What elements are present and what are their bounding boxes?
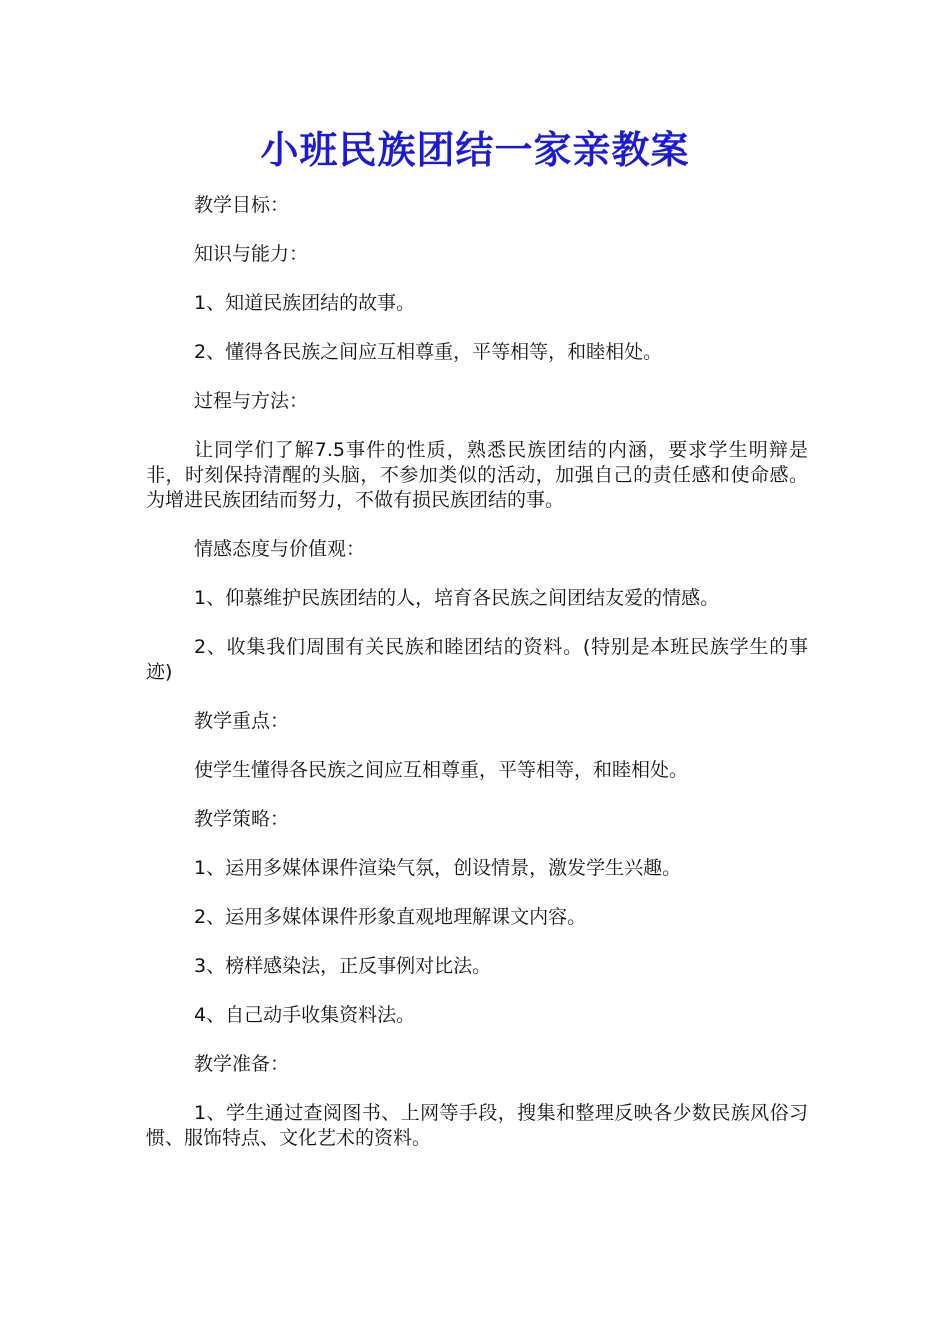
strategy-item-1: 1、运用多媒体课件渲染气氛，创设情景，激发学生兴趣。: [194, 857, 682, 879]
document-body: [146, 193, 808, 1175]
heading-strategies: 教学策略：: [194, 808, 290, 830]
heading-process-method: 过程与方法：: [194, 390, 309, 412]
goal-item-2: 2、懂得各民族之间应互相尊重，平等相等，和睦相处。: [194, 341, 663, 363]
emotion-item-2: 2、收集我们周围有关民族和睦团结的资料。(特别是本班民族学生的事迹): [146, 636, 808, 683]
heading-teaching-goals: 教学目标：: [194, 194, 290, 216]
strategy-item-2: 2、运用多媒体课件形象直观地理解课文内容。: [194, 906, 587, 928]
document-title: 小班民族团结一家亲教案: [260, 127, 690, 172]
strategy-item-4: 4、自己动手收集资料法。: [194, 1004, 416, 1026]
emotion-item-1: 1、仰慕维护民族团结的人，培育各民族之间团结友爱的情感。: [194, 587, 720, 609]
heading-key-points: 教学重点：: [194, 710, 290, 732]
strategy-item-3: 3、榜样感染法，正反事例对比法。: [194, 955, 492, 977]
process-method-paragraph: 让同学们了解7.5事件的性质，熟悉民族团结的内涵，要求学生明辩是非，时刻保持清醒的头脑，不参加类似的活动，加强自己的责任感和使命感。为增进民族团结而努力，不做有损民族团结的事。: [146, 439, 808, 511]
preparation-item-1: 1、学生通过查阅图书、上网等手段，搜集和整理反映各少数民族风俗习惯、服饰特点、文化艺术的资料。: [146, 1102, 808, 1149]
heading-knowledge-ability: 知识与能力：: [194, 243, 309, 265]
goal-item-1: 1、知道民族团结的故事。: [194, 292, 416, 314]
heading-preparation: 教学准备：: [194, 1053, 290, 1075]
heading-emotion-values: 情感态度与价值观：: [194, 538, 366, 560]
key-point-paragraph: 使学生懂得各民族之间应互相尊重，平等相等，和睦相处。: [194, 759, 689, 781]
